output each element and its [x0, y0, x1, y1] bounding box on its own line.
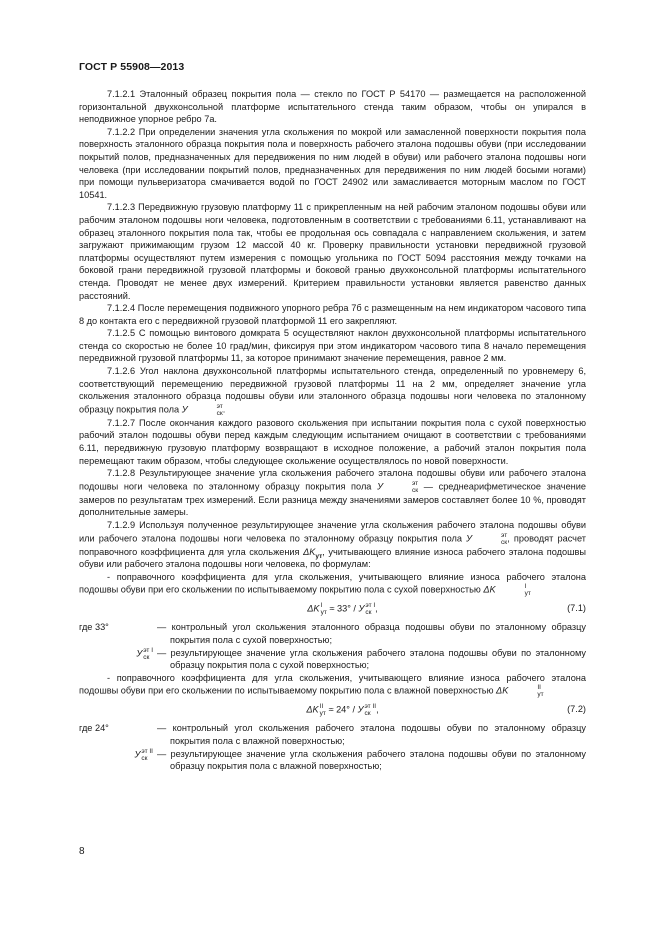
formula-7-1: ΔK I ут ≈ 33° / У эт I ск , (7.1) — [307, 602, 586, 617]
standard-header: ГОСТ Р 55908—2013 — [79, 61, 185, 73]
legend-formula-7-2: где 24° — контрольный угол скольжения рабочего эталона подошвы обуви по эталонному образцу покрытия пола с влажной поверхностью; У эт II ск — результирующее значение угла скольжения рабочего эталона подошвы обуви по эталонному образцу покрытия пола с влажной поверхностью; — [79, 723, 586, 772]
paragraph-7-1-2-5: 7.1.2.5 С помощью винтового домкрата 5 осуществляют наклон двухконсольной платформы испытательного стенда со скоростью не более 10 град/мин, фиксируя при этом индикатором часового типа 8 начало перемещения передвижной грузовой платформы 11, за которое принимают значение перемещения, равное 2 мм. — [79, 328, 586, 364]
paragraph-7-1-2-2: 7.1.2.2 При определении значения угла скольжения по мокрой или замасленной поверхности покрытия пола поверхность эталонного образца покрытия пола и поверхность рабочего эталона подошвы обуви (при исследовании покрытий полов, предназначенных для передвижения по ним людей в обуви) или рабочего эталона подошвы ноги человека (при исследовании покрытий полов, предназначенных для передвижения по ним людей босыми ногами) при помощи пульверизатора смачивается водой по ГОСТ 24902 или замасливается моторным маслом по ГОСТ 10541. — [79, 126, 586, 200]
paragraph-7-1-2-1: 7.1.2.1 Эталонный образец покрытия пола — стекло по ГОСТ Р 54170 — размещается на расположенной горизонтальной двухконсольной платформе испытательного стенда таким образом, чтобы он упирался в неподвижное упорное ребро 7а. — [79, 89, 586, 125]
paragraph-7-1-2-8: 7.1.2.8 Результирующее значение угла скольжения рабочего эталона подошвы обуви или рабочего эталона подошвы ноги человека по эталонному образцу покрытия пола У эт ск — среднеарифметическое значение замеров по результатам трех измерений. Если разница между значениями замеров составляет более 10 %, проводят дополнительные замеры. — [79, 468, 586, 518]
paragraph-7-1-2-3: 7.1.2.3 Передвижную грузовую платформу 11 с прикрепленным на ней рабочим эталоном подошвы обуви или рабочим эталоном подошвы ноги человека, подготовленным в соответствии с требованиями 6.11, устанавливают на образец эталонного покрытия пола так, чтобы ее продольная ось совпадала с направлением скольжения, и затем загружают прижимающим грузом 12 массой 40 кг. Проверку правильности установки передвижной грузовой платформы осуществляют путем измерения с помощью угольника по ГОСТ 5094 расстояния между точками на боковой грани передвижной грузовой платформы и боковой гранью двухконсольной платформы испытательного стенда. Проводят не менее двух измерений. Критерием правильности установки является равенство данных расстояний. — [79, 202, 586, 301]
paragraph-7-1-2-9: 7.1.2.9 Используя полученное результирующее значение угла скольжения рабочего эталона подошвы обуви или рабочего эталона подошвы ноги человека по эталонному образцу покрытия пола У эт ск , проводят расчет поправочного коэффициента для угла скольжения $\Delta K_{ут}$, учитывающего влияние износа рабочего эталона подошвы обуви или рабочего эталона подошвы ноги человека, по формулам: — [79, 520, 586, 570]
paragraph-7-1-2-6: 7.1.2.6 Угол наклона двухконсольной платформы испытательного стенда, определенный по уровнемеру 6, соответствующий перемещению передвижной грузовой платформы 11 на 2 мм, определяет значение угла скольжения эталонного образца подошвы обуви или эталонного образца подошвы ноги человека по эталонному образцу покрытия пола У эт ск . — [79, 366, 586, 417]
symbol-ut-sk: эт ск — [216, 402, 223, 417]
dash-item-dry: - поправочного коэффициента для угла скольжения, учитывающего влияние износа рабочего эталона подошвы обуви при его скольжении по испытываемому покрытию пола с сухой поверхностью ΔK I ут — [79, 571, 586, 598]
legend-formula-7-1: где 33° — контрольный угол скольжения эталонного образца подошвы обуви по эталонному образцу покрытия пола с сухой поверхностью; У эт I ск — результирующее значение угла скольжения рабочего эталона подошвы обуви по эталонному образцу покрытия пола с сухой поверхностью; — [79, 622, 586, 671]
page-number: 8 — [79, 846, 85, 857]
paragraph-7-1-2-7: 7.1.2.7 После окончания каждого разового скольжения при испытании покрытия пола с сухой поверхностью рабочий эталон подошвы обуви перед каждым следующим испытанием очищают в соответствии с требованиями 6.11, передвижную грузовую платформу возвращают в исходное положение, а рабочий эталон покрытия пола перемещают таким образом, чтобы следующее скольжение осуществлялось по новой поверхности. — [79, 417, 586, 466]
dash-item-wet: - поправочного коэффициента для угла скольжения, учитывающего влияние износа рабочего эталона подошвы обуви при его скольжении по испытываемому покрытию пола с влажной поверхностью ΔK II ут — [79, 672, 586, 699]
paragraph-7-1-2-4: 7.1.2.4 После перемещения подвижного упорного ребра 7б с размещенным на нем индикатором часового типа 8 до контакта его с передвижной грузовой платформой 11 его закрепляют. — [79, 303, 586, 326]
formula-number-7-2: (7.2) — [567, 704, 586, 715]
formula-7-2: ΔK II ут ≈ 24° / У эт II ск , (7.2) — [306, 703, 586, 718]
document-body — [79, 88, 586, 773]
formula-number-7-1: (7.1) — [567, 603, 586, 614]
